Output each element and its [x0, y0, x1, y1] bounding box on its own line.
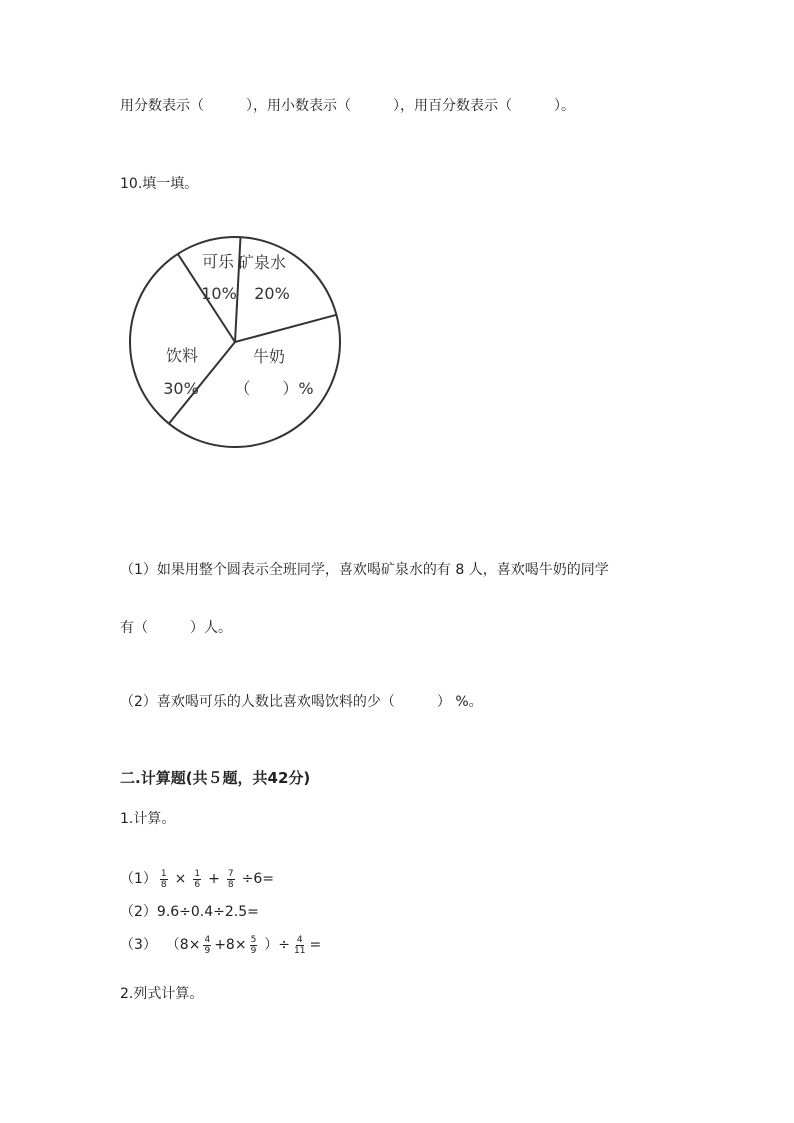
fraction-denominator: 11 [294, 945, 306, 956]
operator-plus: + [208, 871, 220, 887]
fraction-denominator: 9 [250, 945, 257, 956]
pie-slice-label: 可乐 [201, 252, 235, 271]
column-calc-title: 2.列式计算。 [120, 986, 204, 1002]
section-heading-calculation: 二.计算题(共５题，共42分) [120, 769, 311, 787]
calc-title: 1.计算。 [120, 811, 176, 827]
calc-problem-1 [120, 866, 274, 892]
pie-slice-label: 矿泉水 [237, 253, 287, 272]
calc-3-tail: = [309, 937, 322, 953]
fraction [293, 935, 306, 956]
q10-part2: （2）喜欢喝可乐的人数比喜欢喝饮料的少（ ） %。 [120, 694, 483, 710]
q10-part1-line2: 有（ ）人。 [120, 620, 232, 636]
pie-slice-label: 饮料 [165, 346, 199, 365]
fraction-numerator: 4 [296, 934, 303, 945]
calc-3-mid: +8× [214, 937, 247, 953]
operator-times: × [174, 871, 187, 887]
fraction-denominator: 8 [160, 879, 167, 890]
fraction-numerator: 1 [194, 868, 201, 879]
calc-problem-2: （2）9.6÷0.4÷2.5= [120, 904, 259, 920]
q10-title: 10.填一填。 [120, 176, 199, 192]
q10-part1-line1: （1）如果用整个圆表示全班同学，喜欢喝矿泉水的有 8 人，喜欢喝牛奶的同学 [120, 562, 609, 578]
fraction-denominator: 6 [194, 879, 201, 890]
fraction-numerator: 1 [160, 868, 167, 879]
fraction [250, 935, 258, 956]
fraction [203, 935, 211, 956]
fraction-denominator: 8 [227, 879, 234, 890]
pie-slice-value-label: 20% [254, 284, 290, 303]
calc-1-prefix: （1） [120, 871, 157, 887]
pie-chart-svg [124, 228, 346, 450]
fraction [160, 869, 168, 890]
calc-3-close: ）÷ [264, 937, 291, 953]
fraction-numerator: 7 [227, 868, 234, 879]
fraction [193, 869, 201, 890]
pie-slice-value-label: 10% [201, 284, 237, 303]
calc-problem-3 [120, 932, 321, 958]
fraction-numerator: 4 [204, 934, 211, 945]
fraction-denominator: 9 [204, 945, 211, 956]
calc-1-tail: ÷6= [241, 871, 274, 887]
fraction-numerator: 5 [250, 934, 257, 945]
pie-slice-value-label: （ ）% [234, 379, 314, 398]
q9-answer-line: 用分数表示（ ），用小数表示（ ），用百分数表示（ ）。 [120, 98, 575, 114]
pie-slice-value-label: 30% [163, 379, 199, 398]
fraction [227, 869, 235, 890]
pie-chart [124, 228, 346, 450]
calc-3-prefix: （3） （8× [120, 937, 201, 953]
pie-slice-label: 牛奶 [252, 347, 286, 366]
